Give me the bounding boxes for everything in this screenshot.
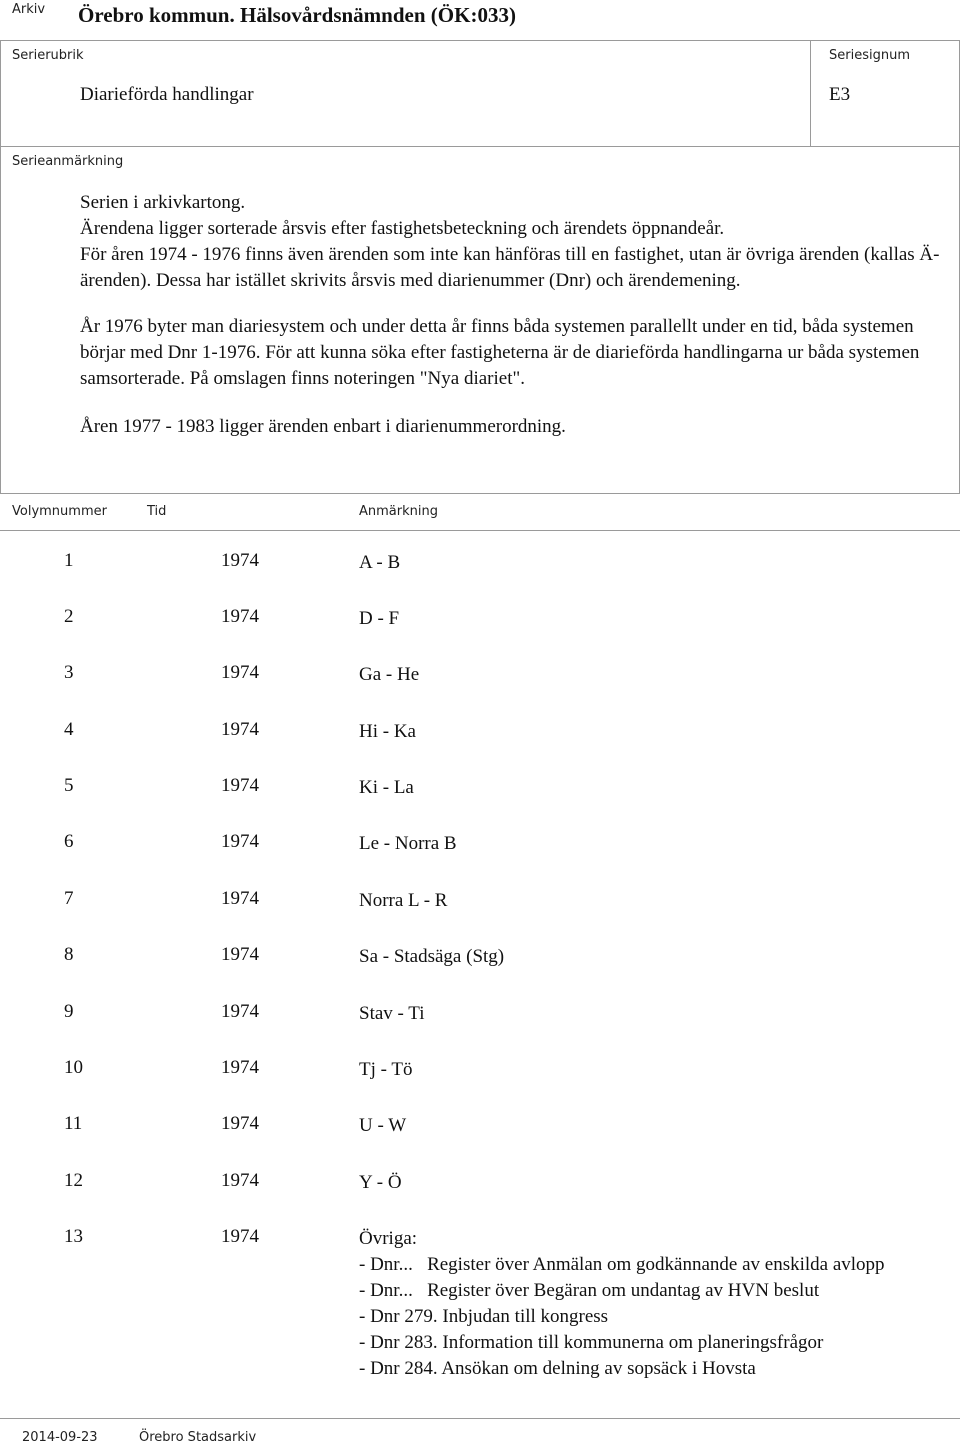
arkiv-name: Örebro kommun. Hälsovårdsnämnden (ÖK:033)	[78, 3, 516, 27]
volume-number: 13	[64, 1226, 83, 1247]
volume-number: 5	[64, 775, 74, 796]
volume-number: 8	[64, 944, 74, 965]
table-row	[0, 550, 960, 580]
volume-number: 12	[64, 1170, 83, 1191]
volume-number: 9	[64, 1001, 74, 1022]
serieanmarkning-label: Serieanmärkning	[12, 154, 124, 169]
remark-line: - Dnr... Register över Begäran om undantag av HVN beslut	[359, 1280, 820, 1301]
remark-paragraph: År 1976 byter man diariesystem och under detta år finns båda systemen parallellt under en tid, båda systemen börjar med Dnr 1-1976. För att kunna söka efter fastigheterna är de diarieförda handlingarna ur båda systemen samsorterade. På omslagen finns noteringen "Nya diariet".	[80, 316, 920, 389]
volume-remark: Hi - Ka	[359, 721, 416, 742]
remark-paragraph: Ärendena ligger sorterade årsvis efter fastighetsbeteckning och ärendets öppnandeår.	[80, 218, 725, 239]
remark-paragraph: Serien i arkivkartong.	[80, 192, 246, 213]
footer-date: 2014-09-23	[22, 1430, 98, 1445]
volume-number: 4	[64, 719, 74, 740]
serierubrik-label: Serierubrik	[12, 48, 84, 63]
table-row	[0, 606, 960, 636]
volume-number: 7	[64, 888, 74, 909]
volume-remark: Ga - He	[359, 664, 420, 685]
volume-year: 1974	[221, 1113, 259, 1134]
volume-year: 1974	[221, 888, 259, 909]
table-row	[0, 944, 960, 974]
footer-divider	[0, 1418, 960, 1419]
footer-organization: Örebro Stadsarkiv	[139, 1430, 257, 1445]
volume-remark: Tj - Tö	[359, 1059, 413, 1080]
volume-number: 6	[64, 831, 74, 852]
column-header-tid: Tid	[147, 504, 167, 519]
remark-line: - Dnr 279. Inbjudan till kongress	[359, 1306, 609, 1327]
signum-divider	[810, 40, 811, 146]
seriesignum-label: Seriesignum	[829, 48, 910, 63]
volume-year: 1974	[221, 662, 259, 683]
remark-paragraph: Åren 1977 - 1983 ligger ärenden enbart i diarienummerordning.	[80, 416, 566, 437]
table-row	[0, 1113, 960, 1143]
table-row	[0, 719, 960, 749]
volume-year: 1974	[221, 1057, 259, 1078]
remark-line: - Dnr... Register över Anmälan om godkännande av enskilda avlopp	[359, 1254, 885, 1275]
volume-remark: Sa - Stadsäga (Stg)	[359, 946, 505, 967]
remark-line: - Dnr 283. Information till kommunerna om planeringsfrågor	[359, 1332, 824, 1353]
volume-remark: U - W	[359, 1115, 407, 1136]
arkiv-label: Arkiv	[12, 2, 46, 17]
volume-remark: D - F	[359, 608, 400, 629]
table-row	[0, 831, 960, 861]
volume-remark: Stav - Ti	[359, 1003, 425, 1024]
volume-year: 1974	[221, 550, 259, 571]
volume-remark: Norra L - R	[359, 890, 448, 911]
serierubrik-value: Diarieförda handlingar	[80, 84, 254, 105]
serieanmarkning-text	[80, 190, 940, 440]
volume-number: 10	[64, 1057, 83, 1078]
volume-number: 1	[64, 550, 74, 571]
table-row	[0, 662, 960, 692]
volume-number: 2	[64, 606, 74, 627]
remark-line: - Dnr 284. Ansökan om delning av sopsäck i Hovsta	[359, 1358, 756, 1379]
table-row	[0, 1057, 960, 1087]
volume-year: 1974	[221, 606, 259, 627]
box-left-border	[0, 40, 1, 493]
table-row	[0, 775, 960, 805]
volume-remark: A - B	[359, 552, 401, 573]
header-divider	[0, 40, 960, 41]
volume-year: 1974	[221, 1001, 259, 1022]
remark-divider	[0, 146, 960, 147]
volume-remark: Le - Norra B	[359, 833, 457, 854]
table-header-divider	[0, 530, 960, 531]
table-row	[0, 1170, 960, 1200]
volume-number: 3	[64, 662, 74, 683]
volume-number: 11	[64, 1113, 83, 1134]
column-header-anmarkning: Anmärkning	[359, 504, 438, 519]
volume-year: 1974	[221, 719, 259, 740]
volume-year: 1974	[221, 944, 259, 965]
volume-year: 1974	[221, 1170, 259, 1191]
volume-year: 1974	[221, 1226, 259, 1247]
column-header-volymnummer: Volymnummer	[12, 504, 107, 519]
table-top-border	[0, 493, 960, 494]
volume-remark: Y - Ö	[359, 1172, 402, 1193]
volume-remark	[359, 1226, 949, 1382]
table-row	[0, 1001, 960, 1031]
remark-line: Övriga:	[359, 1228, 418, 1249]
seriesignum-value: E3	[829, 84, 851, 105]
table-row	[0, 888, 960, 918]
volume-remark: Ki - La	[359, 777, 414, 798]
volume-year: 1974	[221, 775, 259, 796]
volume-year: 1974	[221, 831, 259, 852]
remark-paragraph: För åren 1974 - 1976 finns även ärenden som inte kan hänföras till en fastighet, utan är övriga ärenden (kallas Ä-ärenden). Dessa har istället skrivits årsvis med diarienummer (Dnr) och ärendemening.	[80, 244, 940, 291]
table-row	[0, 1226, 960, 1406]
